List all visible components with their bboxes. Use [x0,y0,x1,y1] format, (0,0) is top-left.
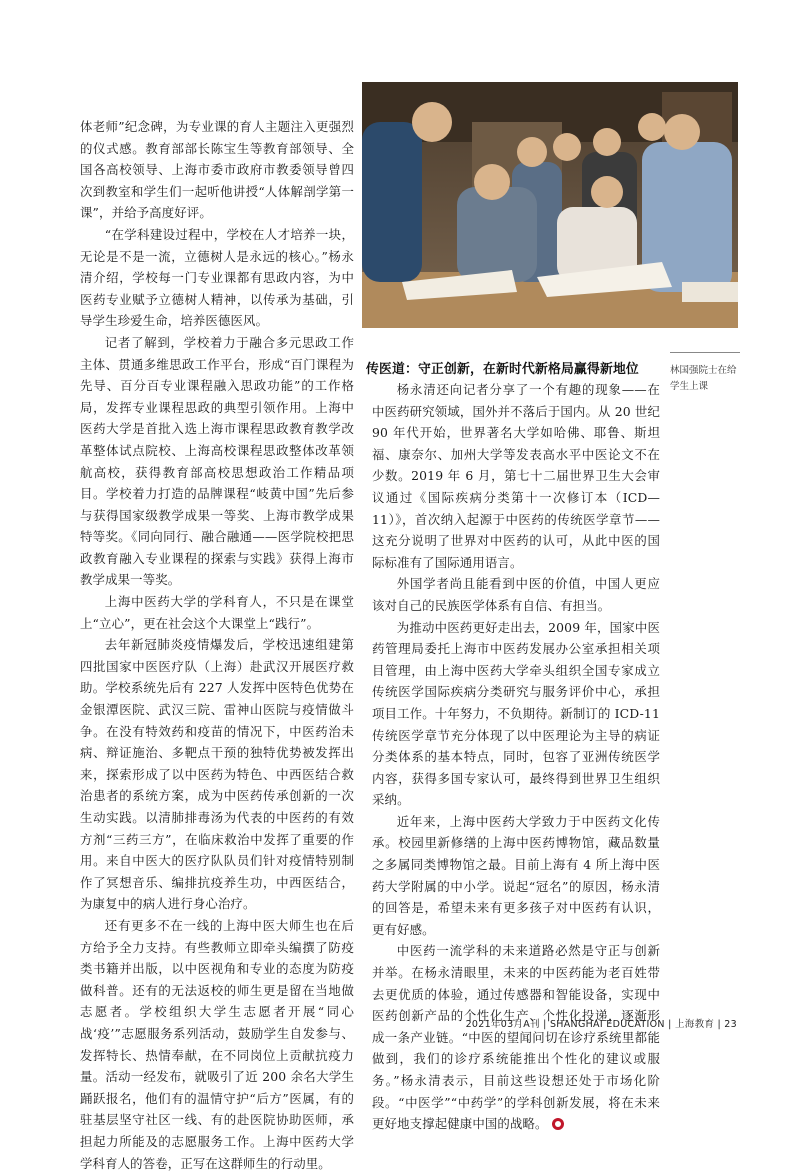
left-paragraph-1: 体老师”纪念碑，为专业课的育人主题注入更强烈的仪式感。教育部部长陈宝生等教育部领导、全国各高校领导、上海市委市政府市教委领导曾四次到教室和学生们一起听他讲授“人体解剖学第一课”，并给予高度好评。 [80,119,354,221]
right-paragraph-1: 杨永清还向记者分享了一个有趣的现象——在中医药研究领域，国外并不落后于国内。从 20 世纪 90 年代开始，世界著名大学如哈佛、耶鲁、斯坦福、康奈尔、加州大学等发表高水平中医论文不在少数。2019 年 6 月，第七十二届世界卫生大会审议通过《国际疾病分类第十一次修订本（ICD—11）》，首次纳入起源于中医药的传统医学章节——这充分说明了世界对中医药的认可，从此中医的国际标准有了国际通用语言。 [372,382,660,570]
classroom-photo [362,82,738,328]
left-paragraph-3: 记者了解到，学校着力于融合多元思政工作主体、贯通多维思政工作平台，形成“百门课程为先导、百分百专业课程融入思政功能”的工作格局，发挥专业课程思政的典型引领作用。上海中医药大学是首批入选上海市课程思政教育教学改革整体试点院校、上海高校课程思政整体改革领航高校，获得教育部高校思想政治工作精品项目。学校着力打造的品牌课程“岐黄中国”先后参与获得国家级教学成果一等奖、上海市教学成果特等奖。《同向同行、融合融通——医学院校把思政教育融入专业课程的探索与实践》获得上海市教学成果一等奖。 [80,334,354,588]
right-paragraph-5-text: 中医药一流学科的未来道路必然是守正与创新并举。在杨永清眼里，未来的中医药能为老百姓带去更优质的体验，通过传感器和智能设备，实现中医药创新产品的个性化生产、个性化投递，逐渐形成一条产业链。“中医的望闻问切在诊疗系统里都能做到，我们的诊疗系统能推出个性化的建议或服务。”杨永清表示，目前这些设想还处于市场化阶段。“中医学”“中药学”的学科创新发展，将在未来更好地支撑起健康中国的战略。 [372,943,660,1132]
left-paragraph-2: “在学科建设过程中，学校在人才培养一块，无论是不是一流，立德树人是永远的核心。”杨永清介绍，学校每一门专业课都有思政内容，为中医药专业赋予立德树人精神，以传承为基础，引导学生珍爱生命，培养医德医风。 [80,226,354,329]
left-paragraph-5: 去年新冠肺炎疫情爆发后，学校迅速组建第四批国家中医医疗队（上海）赴武汉开展医疗救助。学校系统先后有 227 人发挥中医特色优势在金银潭医院、武汉三院、雷神山医院与疫情做斗争。在没有特效药和疫苗的情况下，中医药治未病、辩证施治、多靶点干预的独特优势被发挥出来，探索形成了以中医药为特色、中西医结合救治患者的系统方案，成为中医药传承创新的一次生动实践。以清肺排毒汤为代表的中医药的有效方剂“三药三方”，在临床救治中发挥了重要的作用。来自中医大的医疗队队员们针对疫情特别制作了冥想音乐、编排抗疫养生功，中西医结合，为康复中的病人进行身心治疗。 [80,637,354,912]
end-mark-icon [552,1118,564,1130]
right-paragraph-4: 近年来，上海中医药大学致力于中医药文化传承。校园里新修缮的上海中医药博物馆，藏品数量之多属同类博物馆之最。目前上海有 4 所上海中医药大学附属的中小学。说起“冠名”的原因，杨永清的回答是，希望未来有更多孩子对中医药有认识，更有好感。 [372,813,660,937]
photo-caption: 林国强院士在给学生上课 [670,352,740,395]
left-paragraph-6: 还有更多不在一线的上海中医大师生也在后方给予全力支持。有些教师立即牵头编撰了防疫类书籍并出版，以中医视角和专业的态度为防疫做科普。还有的无法返校的师生更是留在当地做志愿者。学校组织大学生志愿者开展“同心战‘疫’”志愿服务系列活动，鼓励学生自发参与、发挥特长、热情奉献，在不同岗位上贡献抗疫力量。活动一经发布，就吸引了近 200 余名大学生踊跃报名，他们有的温情守护“后方”医属，有的驻基层坚守社区一线、有的赴医院协助医师，承担起力所能及的志愿服务工作。上海中医药大学学科育人的答卷，正写在这群师生的行动里。 [80,917,354,1171]
classroom-photo-illustration [362,82,738,328]
right-paragraph-3: 为推动中医药更好走出去，2009 年，国家中医药管理局委托上海市中医药发展办公室承担相关项目管理，由上海中医药大学牵头组织全国专家成立传统医学国际疾病分类研究与服务评价中心，承担项目工作。十年努力，不负期待。新制订的 ICD-11 传统医学章节充分体现了以中医理论为主导的病证分类体系的基本特点，同时，包容了亚洲传统医学内容，获得多国专家认可，最终得到世界卫生组织采纳。 [372,619,660,808]
right-paragraph-5 [372,940,660,1134]
left-column [80,116,354,1174]
page-footer: 2021年03月A刊 | SHANGHAI EDUCATION | 上海教育 | 23 [465,1019,737,1030]
right-paragraph-2: 外国学者尚且能看到中医的价值，中国人更应该对自己的民族医学体系有自信、有担当。 [372,576,660,613]
section-heading: 传医道：守正创新，在新时代新格局赢得新地位 [366,362,639,377]
left-paragraph-4: 上海中医药大学的学科育人，不只是在课堂上“立心”，更在社会这个大课堂上“践行”。 [80,594,354,631]
